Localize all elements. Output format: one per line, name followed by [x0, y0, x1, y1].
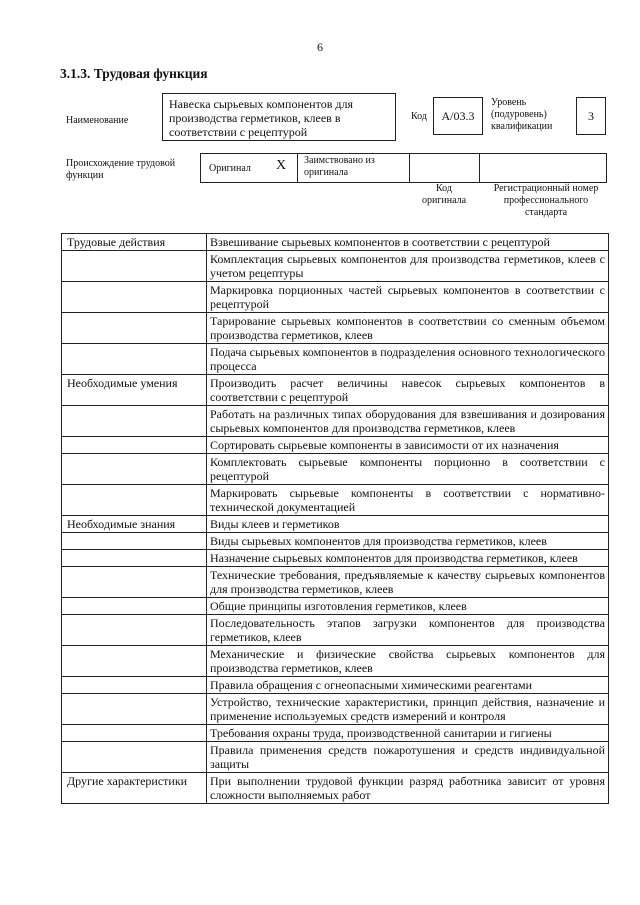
- section-item-cell: Подача сырьевых компонентов в подразделения основного технологического процесса: [207, 344, 609, 375]
- function-table: [61, 233, 609, 804]
- section-item-cell: Правила обращения с огнеопасными химическими реагентами: [207, 677, 609, 694]
- table-row: [62, 313, 609, 344]
- section-title-cell: [62, 485, 207, 516]
- qualification-level-box: 3: [576, 97, 606, 135]
- section-title-cell: [62, 615, 207, 646]
- section-item-cell: Назначение сырьевых компонентов для производства герметиков, клеев: [207, 550, 609, 567]
- origin-divider: [479, 154, 480, 182]
- table-row: [62, 375, 609, 406]
- section-title-cell: [62, 742, 207, 773]
- table-row: [62, 437, 609, 454]
- section-title-cell: [62, 677, 207, 694]
- section-title-cell: [62, 282, 207, 313]
- reg-number-caption: Регистрационный номер профессионального стандарта: [493, 183, 599, 218]
- section-title-cell: [62, 454, 207, 485]
- section-title-cell: [62, 646, 207, 677]
- origin-original-label: Оригинал: [209, 163, 251, 174]
- section-item-cell: Механические и физические свойства сырьевых компонентов для производства герметиков, клеев: [207, 646, 609, 677]
- page-number: 6: [317, 40, 323, 54]
- section-item-cell: Правила применения средств пожаротушения и средств индивидуальной защиты: [207, 742, 609, 773]
- table-row: [62, 454, 609, 485]
- table-row: [62, 598, 609, 615]
- section-title-cell: [62, 725, 207, 742]
- section-item-cell: Маркировать сырьевые компоненты в соответствии с нормативно-технической документацией: [207, 485, 609, 516]
- section-item-cell: Маркировка порционных частей сырьевых компонентов в соответствии с рецептурой: [207, 282, 609, 313]
- section-title-cell: [62, 550, 207, 567]
- origin-divider: [297, 154, 298, 182]
- table-row: [62, 533, 609, 550]
- section-item-cell: Технические требования, предъявляемые к качеству сырьевых компонентов для производства герметиков, клеев: [207, 567, 609, 598]
- section-title-cell: [62, 406, 207, 437]
- table-row: [62, 742, 609, 773]
- table-row: [62, 251, 609, 282]
- table-row: [62, 615, 609, 646]
- table-row: [62, 694, 609, 725]
- section-item-cell: Виды клеев и герметиков: [207, 516, 609, 533]
- table-row: [62, 344, 609, 375]
- section-item-cell: Тарирование сырьевых компонентов в соответствии со сменным объемом производства герметиков, клеев: [207, 313, 609, 344]
- section-item-cell: Устройство, технические характеристики, принцип действия, назначение и применение используемых средств измерений и контроля: [207, 694, 609, 725]
- section-item-cell: Производить расчет величины навесок сырьевых компонентов в соответствии с рецептурой: [207, 375, 609, 406]
- section-title-cell: [62, 251, 207, 282]
- origin-divider: [409, 154, 410, 182]
- section-title-cell: Трудовые действия: [62, 234, 207, 251]
- code-value-box: А/03.3: [433, 97, 483, 135]
- table-row: [62, 773, 609, 804]
- table-row: [62, 516, 609, 533]
- section-item-cell: Работать на различных типах оборудования для взвешивания и дозирования сырьевых компонентов для производства герметиков, клеев: [207, 406, 609, 437]
- section-item-cell: При выполнении трудовой функции разряд работника зависит от уровня сложности выполняемых работ: [207, 773, 609, 804]
- origin-borrowed-label: Заимствовано из оригинала: [304, 155, 375, 178]
- section-item-cell: Комплектовать сырьевые компоненты порционно в соответствии с рецептурой: [207, 454, 609, 485]
- name-value-box: Навеска сырьевых компонентов для производства герметиков, клеев в соответствии с рецептурой: [162, 93, 396, 141]
- section-item-cell: Последовательность этапов загрузки компонентов для производства герметиков, клеев: [207, 615, 609, 646]
- section-title-cell: [62, 694, 207, 725]
- origin-label: Происхождение трудовой функции: [66, 158, 176, 181]
- section-title-cell: Другие характеристики: [62, 773, 207, 804]
- function-table-body: [62, 234, 609, 804]
- table-row: [62, 567, 609, 598]
- code-label: Код: [411, 111, 427, 122]
- section-title: 3.1.3. Трудовая функция: [60, 66, 208, 81]
- section-title-cell: [62, 598, 207, 615]
- table-row: [62, 485, 609, 516]
- section-item-cell: Общие принципы изготовления герметиков, клеев: [207, 598, 609, 615]
- section-item-cell: Комплектация сырьевых компонентов для производства герметиков, клеев с учетом рецептуры: [207, 251, 609, 282]
- section-title-cell: [62, 313, 207, 344]
- table-row: [62, 550, 609, 567]
- code-original-caption: Код оригинала: [421, 183, 467, 206]
- section-title-cell: [62, 344, 207, 375]
- table-row: [62, 234, 609, 251]
- section-item-cell: Сортировать сырьевые компоненты в зависимости от их назначения: [207, 437, 609, 454]
- section-title-cell: Необходимые знания: [62, 516, 207, 533]
- section-item-cell: Взвешивание сырьевых компонентов в соответствии с рецептурой: [207, 234, 609, 251]
- section-title-cell: [62, 437, 207, 454]
- table-row: [62, 646, 609, 677]
- origin-original-mark: X: [276, 158, 287, 173]
- section-title-cell: [62, 567, 207, 598]
- table-row: [62, 406, 609, 437]
- section-item-cell: Виды сырьевых компонентов для производства герметиков, клеев: [207, 533, 609, 550]
- qualification-level-label: Уровень (подуровень) квалификации: [491, 97, 553, 132]
- table-row: [62, 282, 609, 313]
- section-title-cell: Необходимые умения: [62, 375, 207, 406]
- name-label: Наименование: [66, 115, 129, 126]
- section-title-cell: [62, 533, 207, 550]
- table-row: [62, 677, 609, 694]
- section-item-cell: Требования охраны труда, производственной санитарии и гигиены: [207, 725, 609, 742]
- table-row: [62, 725, 609, 742]
